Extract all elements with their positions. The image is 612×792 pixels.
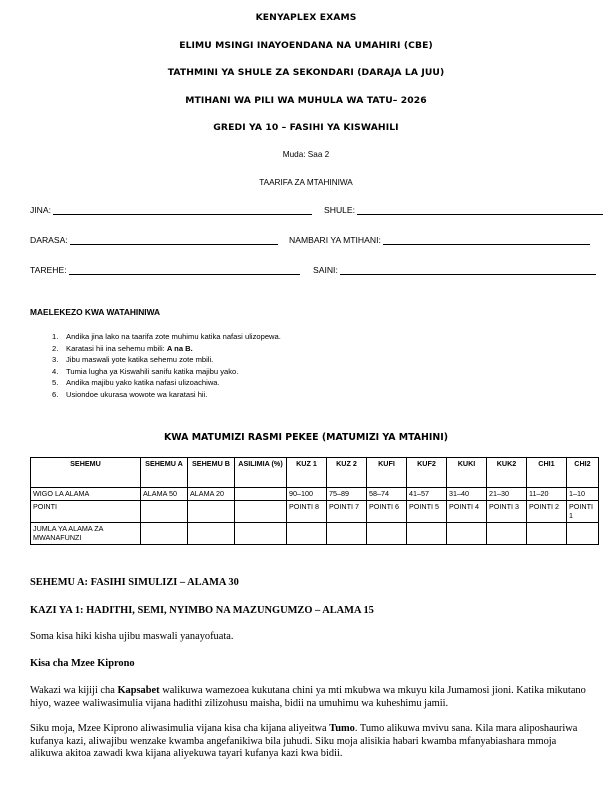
table-cell: POINTI 4: [447, 501, 487, 523]
story-paragraph-1: Wakazi wa kijiji cha Kapsabet walikuwa wamezoea kukutana chini ya mti mkubwa wa mkuyu kila Jumamosi jioni. Katika mikutano hiyo, wazee waliwasimulia vijana hadithi zilizohusu maisha, bidii na umuhimu wa kuheshimu jamii.: [30, 685, 586, 709]
table-header: KUK2: [487, 458, 527, 488]
curriculum-title: ELIMU MSINGI INAYOENDANA NA UMAHIRI (CBE): [179, 40, 433, 51]
table-cell: 11–20: [527, 488, 567, 501]
table-cell: POINTI 6: [367, 501, 407, 523]
date-field[interactable]: [30, 265, 300, 275]
table-cell: 41–57: [407, 488, 447, 501]
school-line[interactable]: [357, 206, 603, 215]
table-cell[interactable]: [407, 523, 447, 545]
table-cell[interactable]: [567, 523, 599, 545]
official-marks-table: [30, 457, 599, 545]
table-cell: POINTI 5: [407, 501, 447, 523]
table-cell[interactable]: [188, 501, 235, 523]
table-header: KUF2: [407, 458, 447, 488]
table-cell[interactable]: [327, 523, 367, 545]
table-header-row: [31, 458, 599, 488]
table-cell: ALAMA 20: [188, 488, 235, 501]
table-header: KUKI: [447, 458, 487, 488]
table-row: [31, 523, 599, 545]
signature-label: SAINI:: [313, 265, 338, 275]
instruction-item: 3. Jibu maswali yote katika sehemu zote mbili.: [52, 355, 214, 365]
name-line[interactable]: [53, 206, 312, 215]
exam-duration: Muda: Saa 2: [282, 150, 330, 159]
table-cell[interactable]: [141, 501, 188, 523]
school-field[interactable]: [324, 205, 603, 215]
assessment-title: TATHMINI YA SHULE ZA SEKONDARI (DARAJA LA JUU): [167, 67, 445, 78]
reading-intro: Soma kisa hiki kisha ujibu maswali yanayofuata.: [30, 631, 234, 642]
table-cell: POINTI 1: [567, 501, 599, 523]
table-header: CHI2: [567, 458, 599, 488]
instructions-title: MAELEKEZO KWA WATAHINIWA: [30, 307, 161, 317]
table-cell: ALAMA 50: [141, 488, 188, 501]
school-label: SHULE:: [324, 205, 356, 215]
table-cell[interactable]: [287, 523, 327, 545]
table-header: CHI1: [527, 458, 567, 488]
table-row: [31, 501, 599, 523]
table-cell[interactable]: [188, 523, 235, 545]
date-label: TAREHE:: [30, 265, 67, 275]
table-cell: POINTI 8: [287, 501, 327, 523]
date-line[interactable]: [69, 266, 300, 275]
table-header: KUZ 2: [327, 458, 367, 488]
table-cell[interactable]: [447, 523, 487, 545]
table-header: KUFI: [367, 458, 407, 488]
section-a-heading: SEHEMU A: FASIHI SIMULIZI – ALAMA 30: [30, 577, 239, 588]
table-header: SEHEMU A: [141, 458, 188, 488]
table-cell: 90–100: [287, 488, 327, 501]
table-cell[interactable]: [367, 523, 407, 545]
instruction-item: 6. Usiondoe ukurasa wowote wa karatasi hii.: [52, 389, 208, 399]
signature-line[interactable]: [340, 266, 596, 275]
instruction-item: 2. Karatasi hii ina sehemu mbili: A na B.: [52, 343, 193, 353]
instruction-item: 5. Andika majibu yako katika nafasi ulizoachiwa.: [52, 378, 220, 388]
exam-number-line[interactable]: [383, 236, 590, 245]
exam-number-label: NAMBARI YA MTIHANI:: [289, 235, 381, 245]
table-row: [31, 488, 599, 501]
table-cell: POINTI 2: [527, 501, 567, 523]
table-cell: POINTI 7: [327, 501, 367, 523]
table-cell: POINTI: [31, 501, 141, 523]
grade-subject-title: GREDI YA 10 – FASIHI YA KISWAHILI: [213, 122, 399, 133]
table-cell[interactable]: [235, 501, 287, 523]
table-cell[interactable]: [235, 523, 287, 545]
table-cell[interactable]: [527, 523, 567, 545]
name-label: JINA:: [30, 205, 52, 215]
candidate-info-title: TAARIFA ZA MTAHINIWA: [259, 178, 353, 187]
name-field[interactable]: [30, 205, 312, 215]
official-use-title: KWA MATUMIZI RASMI PEKEE (MATUMIZI YA MTAHINI): [164, 432, 448, 443]
table-cell: 75–89: [327, 488, 367, 501]
story-paragraph-2: Siku moja, Mzee Kiprono aliwasimulia vijana kisa cha kijana aliyeitwa Tumo. Tumo alikuwa mvivu sana. Kila mara aliposhauriwa kufanya kazi, aliwajibu wenzake kwamba angefanikiwa bila juhudi. Siku moja alisikia habari kwamba mfanyabiashara mmoja alikuwa akitoa zawadi kwa kijana aliyekuwa tayari kufanya kazi kwa bidii.: [30, 723, 578, 760]
table-cell: WIGO LA ALAMA: [31, 488, 141, 501]
table-cell[interactable]: [141, 523, 188, 545]
table-header: KUZ 1: [287, 458, 327, 488]
task-1-heading: KAZI YA 1: HADITHI, SEMI, NYIMBO NA MAZUNGUMZO – ALAMA 15: [30, 605, 374, 616]
story-title: Kisa cha Mzee Kiprono: [30, 658, 135, 669]
table-cell: JUMLA YA ALAMA ZA MWANAFUNZI: [31, 523, 141, 545]
instruction-item: 4. Tumia lugha ya Kiswahili sanifu katika majibu yako.: [52, 366, 239, 376]
table-cell: 31–40: [447, 488, 487, 501]
exam-term-title: MTIHANI WA PILI WA MUHULA WA TATU– 2026: [185, 95, 427, 106]
table-header: SEHEMU: [31, 458, 141, 488]
table-cell: [235, 488, 287, 501]
exam-number-field[interactable]: [289, 235, 590, 245]
table-header: SEHEMU B: [188, 458, 235, 488]
exam-board-title: KENYAPLEX EXAMS: [255, 12, 357, 23]
class-label: DARASA:: [30, 235, 68, 245]
table-header: ASILIMIA (%): [235, 458, 287, 488]
instructions-list: [52, 331, 281, 401]
class-line[interactable]: [70, 236, 278, 245]
table-cell[interactable]: [487, 523, 527, 545]
table-cell: 58–74: [367, 488, 407, 501]
instruction-item: 1. Andika jina lako na taarifa zote muhimu katika nafasi ulizopewa.: [52, 332, 281, 341]
table-cell: POINTI 3: [487, 501, 527, 523]
signature-field[interactable]: [313, 265, 596, 275]
class-field[interactable]: [30, 235, 278, 245]
table-cell: 1–10: [567, 488, 599, 501]
table-cell: 21–30: [487, 488, 527, 501]
